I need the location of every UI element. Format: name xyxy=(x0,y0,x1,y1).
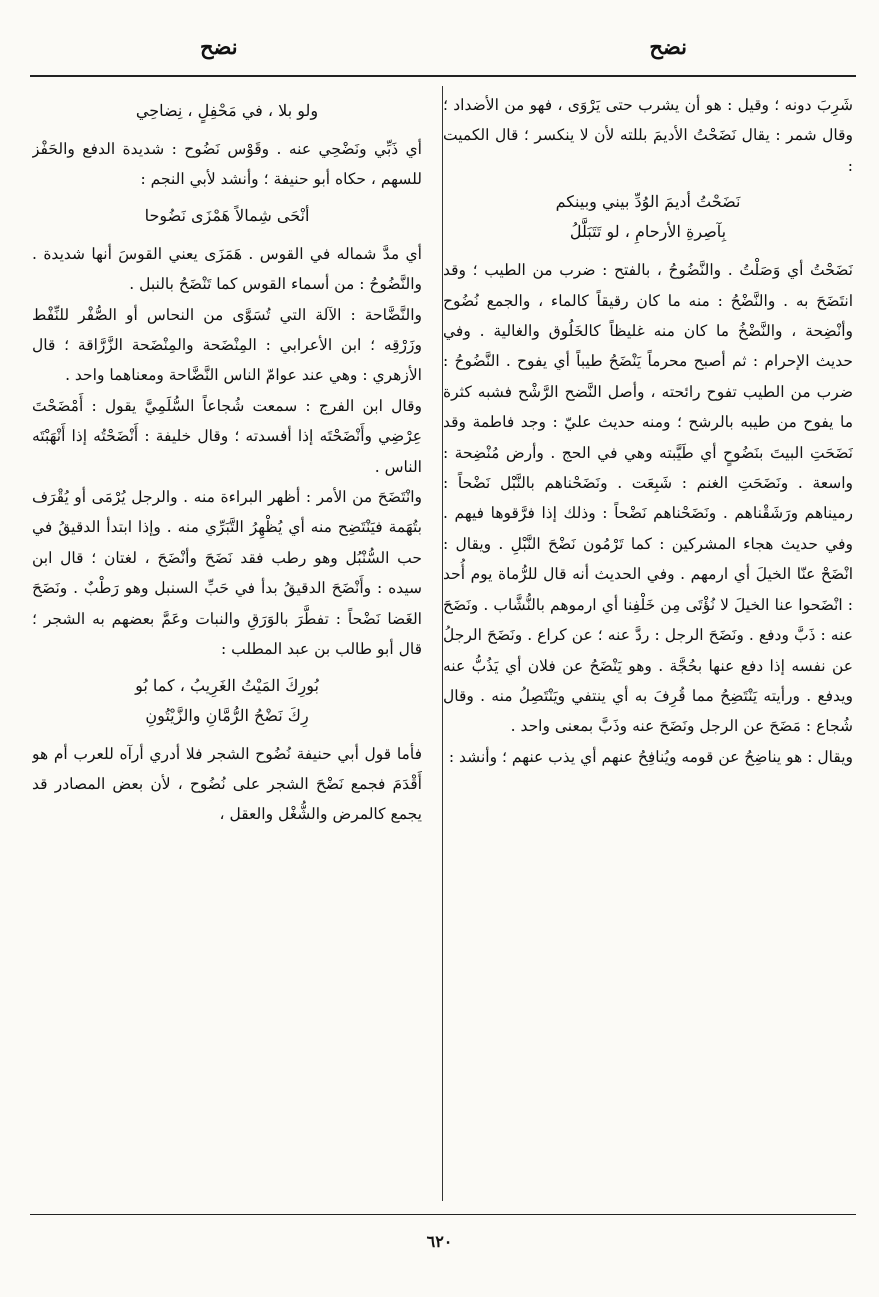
verse-line: ولو بلا ، في مَحْفِلٍ ، نِضاحِي xyxy=(135,101,319,120)
verse-line: رِكَ نَضْحُ الرُّمَّانِ والزَّيْتُونِ xyxy=(145,705,309,725)
paragraph: نَضَحْتُ أي وَصَلْتُ . والنَّضُوحُ ، بالفتح : ضرب من الطيب ؛ وقد انتَضَحَ به . والنَّضْحُ : منه ما كان رقيقاً كالماء ، والجمع نُضُوح وأنْضِحة ، والنَّضْخُ ما كان منه غليظاً كالخَلُوق والغالية . وفي حديث الإحرام : ثم أصبح محرماً يَنْضَحُ طيباً أي يفوح . النَّضُوحُ : ضرب من الطيب تفوح رائحته ، وأصل النَّضح الرَّشْح فشبه كثرة ما يفوح من طيبه بالرشح ؛ ومنه حديث عليّ : وجد فاطمة وقد نَضَحَتِ البيتَ بنَضُوحٍ أي طَيَّبته وهي في الحج . وأرض مُنْضِحة : واسعة . ونَضَحَتِ الغنم : شَبِعَت . ونَضَحْناهم بالنَّبْل نَضْحاً : رميناهم ورَشَقْناهم . ونَضَحْناهم نَضْحاً : وذلك إذا فرَّقوها فيهم . وفي حديث هجاء المشركين : كما تَرْمُون نَضْحَ النَّبْلِ . ويقال : انْضَحْ عنّا الخيلَ أي ارمهم . وفي الحديث أنه قال للرُّماة يوم أُحد : انْضَحوا عنا الخيلَ لا نُؤْتَى مِن خَلْفِنا أي ارموهم بالنُّشَّاب . ونَضَحَ عنه : ذَبَّ ودفع . ونَضَحَ الرجل : ردَّ عنه ؛ عن كراع . ونَضَحَ الرجلُ عن نفسه إذا دفع عنها بحُجَّة . وهو يَنْضَحُ عن فلان أي يَذُبُّ عنه ويدفع . ورأيته يَنْتَضِحُ مما قُرِفَ به أي ينتفي ويَنْتَصِلُ منه . وقال شُجاع : مَضَحَ عن الرجل ونَضَحَ عنه وذَبَّ بمعنى واحد . xyxy=(443,261,853,736)
paragraph: فأما قول أبي حنيفة نُضُوح الشجر فلا أدري أرآه للعرب أم هو أَقْدَمَ فجمع نَضْحَ الشجر على نُضُوح ، لأن بعض المصادر قد يجمع كالمرض والشُّغْل والعقل ، xyxy=(32,744,422,824)
paragraph: والنَّضَّاحة : الآلة التي تُسَوَّى من النحاس أو الصُّفْر للنِّفْط وزَرْقِه ؛ ابن الأعرابي : المِنْضَحة والمِنْضَحة الزَّرَّاقة ؛ قال الأزهري : وهي عند عوامّ الناس النَّضَّاحة ومعناهما واحد . xyxy=(32,305,422,385)
verse-abu-talib xyxy=(32,665,422,739)
verse-line: بُورِكَ المَيْتُ الغَرِيبُ ، كما بُو xyxy=(135,675,319,695)
page-number: ٦٢٠ xyxy=(426,1232,453,1251)
verse-kumait xyxy=(443,181,853,255)
left-column xyxy=(32,90,422,1190)
paragraph: أي مدَّ شماله في القوس . هَمَزَى يعني القوسَ أنها شديدة . والنَّضُوحُ : من أسماء القوس كما تَنْضَحُ بالنبل . xyxy=(32,244,422,294)
bottom-rule xyxy=(30,1214,856,1215)
verse-abu-najm xyxy=(32,195,422,239)
paragraph: وانْتَضَحَ من الأمر : أظهر البراءة منه . والرجل يُرْمَى أو يُقْرَف بتُهَمة فيَنْتَضِح منه أي يُظْهِرُ التَّبَرِّي منه . وإذا ابتدأ الدقيقُ في حب السُّنْبُل وهو رطب فقد نَضَحَ وأنْضَحَ ، لغتان ؛ قال ابن سيده : وأَنْضَحَ الدقيقُ بدأ في حَبِّ السنبل وهو رَطْبٌ . ونَضَحَ الغَضا نَضْحاً : تفطَّرَ بالوَرَقِ والنبات وعَمَّ بعضهم به الشجر ؛ قال أبو طالب بن عبد المطلب : xyxy=(32,488,422,659)
paragraph: ويقال : هو يناضِحُ عن قومه ويُنافِحُ عنهم أي يذب عنهم ؛ وأنشد : xyxy=(448,747,853,766)
paragraph: وقال ابن الفرج : سمعت شُجاعاً السُّلَمِيَّ يقول : أَمْضَحْتَ عِرْضِي وأَنْضَحْتَه إذا أفسدته ؛ وقال خليفة : أَنْضَحْتُه إذا أَنْهَبْتَه الناس . xyxy=(32,396,422,476)
right-column-header: نضح xyxy=(649,34,687,59)
verse-line: نَضَحْتُ أديمَ الوُدِّ بيني وبينكم xyxy=(555,192,741,212)
verse-line: أنْحَى شِمالاً هَمْزَى نَضُوحا xyxy=(144,205,310,225)
left-column-header: نضح xyxy=(200,34,238,59)
column-divider xyxy=(442,86,443,1201)
right-column xyxy=(443,90,853,1190)
verse-top xyxy=(32,90,422,134)
top-rule xyxy=(30,75,856,77)
paragraph: أي ذَبِّي ونَضْحِي عنه . وقَوْس نَضُوح : شديدة الدفع والحَفْز للسهم ، حكاه أبو حنيفة ؛ وأنشد لأبي النجم : xyxy=(32,140,422,189)
paragraph: شَرِبَ دونه ؛ وقيل : هو أن يشرب حتى يَرْوَى ، فهو من الأضداد ؛ وقال شمر : يقال نَضَحْتُ الأديمَ بللته لأن لا ينكسر ؛ قال الكميت : xyxy=(443,96,853,175)
verse-line: بِآصِرةِ الأرحامِ ، لو تَتَبَلَّلُ xyxy=(569,222,727,242)
